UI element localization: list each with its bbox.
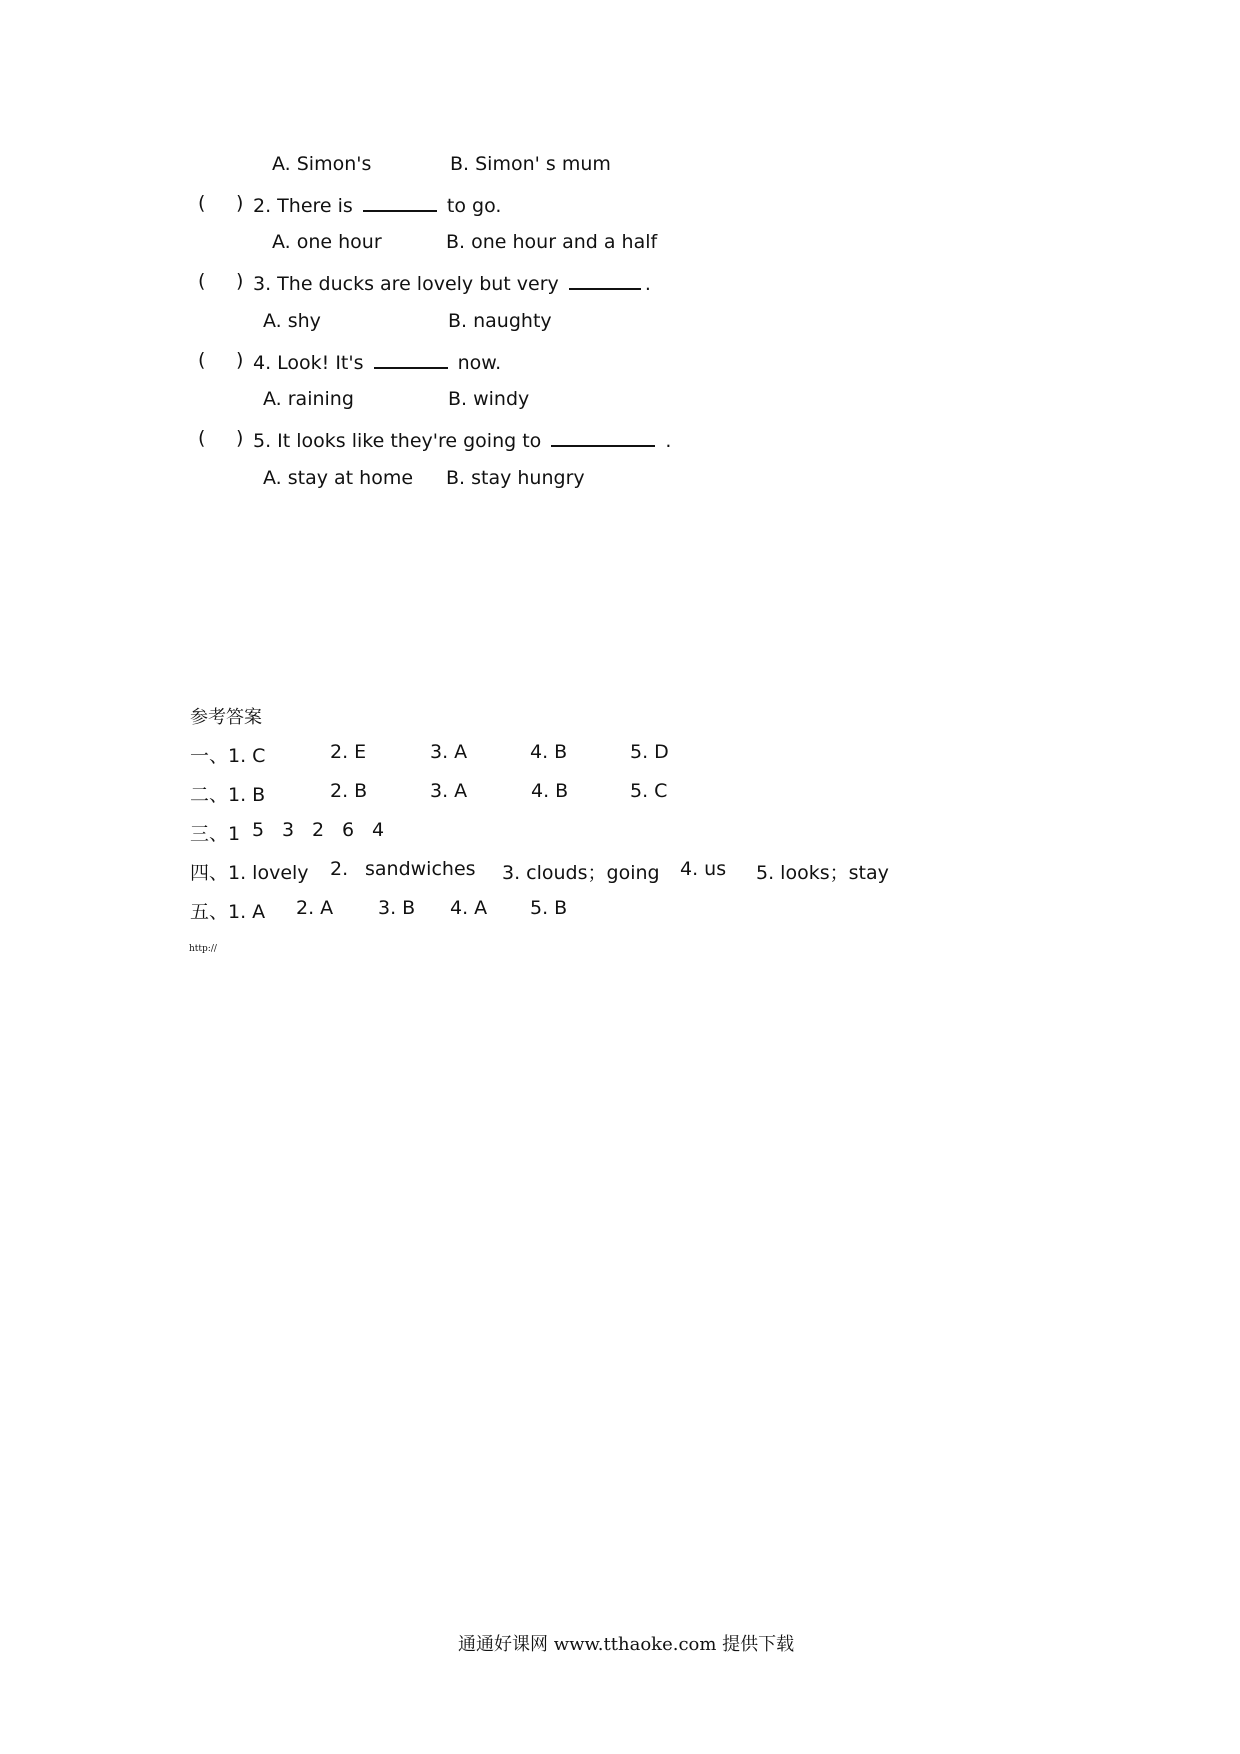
close-paren: ) xyxy=(236,349,244,371)
open-paren: ( xyxy=(198,192,206,214)
q1-option-b: B. Simon' s mum xyxy=(450,153,611,175)
q5-after: . xyxy=(665,430,672,452)
q4-after: now. xyxy=(457,352,502,374)
answer-item: 3. clouds；going xyxy=(502,862,660,884)
q5-option-a: A. stay at home xyxy=(263,467,414,489)
answer-item: 5. B xyxy=(530,897,568,919)
close-paren: ) xyxy=(236,427,244,449)
q5-stem xyxy=(253,427,671,452)
answer-blank xyxy=(374,349,448,369)
q5-text: 5. It looks like they're going to xyxy=(253,430,542,452)
q3-option-a: A. shy xyxy=(263,310,321,332)
url-text: http:// xyxy=(189,944,217,954)
q3-option-b: B. naughty xyxy=(448,310,552,332)
q2-stem xyxy=(253,192,501,217)
answer-item: 5 xyxy=(252,819,265,841)
answer-label: 五、1. A xyxy=(190,901,266,923)
answer-item: 3. B xyxy=(378,897,416,919)
q3-after: . xyxy=(644,273,651,295)
open-paren: ( xyxy=(198,349,206,371)
answer-item: 3. A xyxy=(430,780,468,802)
answer-item: 2. B xyxy=(330,780,368,802)
answer-item: 5. C xyxy=(630,780,668,802)
answer-item: 3. A xyxy=(430,741,468,763)
answer-item: 4. B xyxy=(530,741,568,763)
answer-item: 5. D xyxy=(630,741,669,763)
open-paren: ( xyxy=(198,427,206,449)
q2-text: 2. There is xyxy=(253,195,353,217)
answer-label: 四、1. lovely xyxy=(190,862,309,884)
q2-after: to go. xyxy=(446,195,502,217)
answer-label: 二、1. B xyxy=(190,784,266,806)
answer-item: 5. looks；stay xyxy=(756,862,889,884)
footer-text: 通通好课网 www.tthaoke.com 提供下载 xyxy=(458,1634,795,1655)
answer-item: 3 xyxy=(282,819,295,841)
q4-text: 4. Look! It's xyxy=(253,352,364,374)
answer-label: 三、1 xyxy=(190,823,241,845)
answer-item: 2 xyxy=(312,819,325,841)
answer-item: 4. us xyxy=(680,858,727,880)
answer-item: 6 xyxy=(342,819,355,841)
q3-stem xyxy=(253,270,651,295)
answer-item: 2. xyxy=(330,858,349,880)
q1-option-a: A. Simon's xyxy=(272,153,372,175)
close-paren: ) xyxy=(236,270,244,292)
q2-option-b: B. one hour and a half xyxy=(446,231,658,253)
answer-label: 一、1. C xyxy=(190,745,266,767)
answer-key-title: 参考答案 xyxy=(190,707,262,728)
q4-stem xyxy=(253,349,501,374)
answer-item: 4 xyxy=(372,819,385,841)
q2-option-a: A. one hour xyxy=(272,231,382,253)
q4-option-b: B. windy xyxy=(448,388,530,410)
q5-option-b: B. stay hungry xyxy=(446,467,585,489)
q3-text: 3. The ducks are lovely but very xyxy=(253,273,559,295)
q4-option-a: A. raining xyxy=(263,388,354,410)
answer-blank xyxy=(551,427,655,447)
answer-item: 2. E xyxy=(330,741,367,763)
answer-item: 4. B xyxy=(531,780,569,802)
answer-blank xyxy=(569,270,641,290)
answer-blank xyxy=(363,192,437,212)
open-paren: ( xyxy=(198,270,206,292)
answer-item: 2. A xyxy=(296,897,334,919)
answer-item: 4. A xyxy=(450,897,488,919)
close-paren: ) xyxy=(236,192,244,214)
answer-item: sandwiches xyxy=(365,858,476,880)
